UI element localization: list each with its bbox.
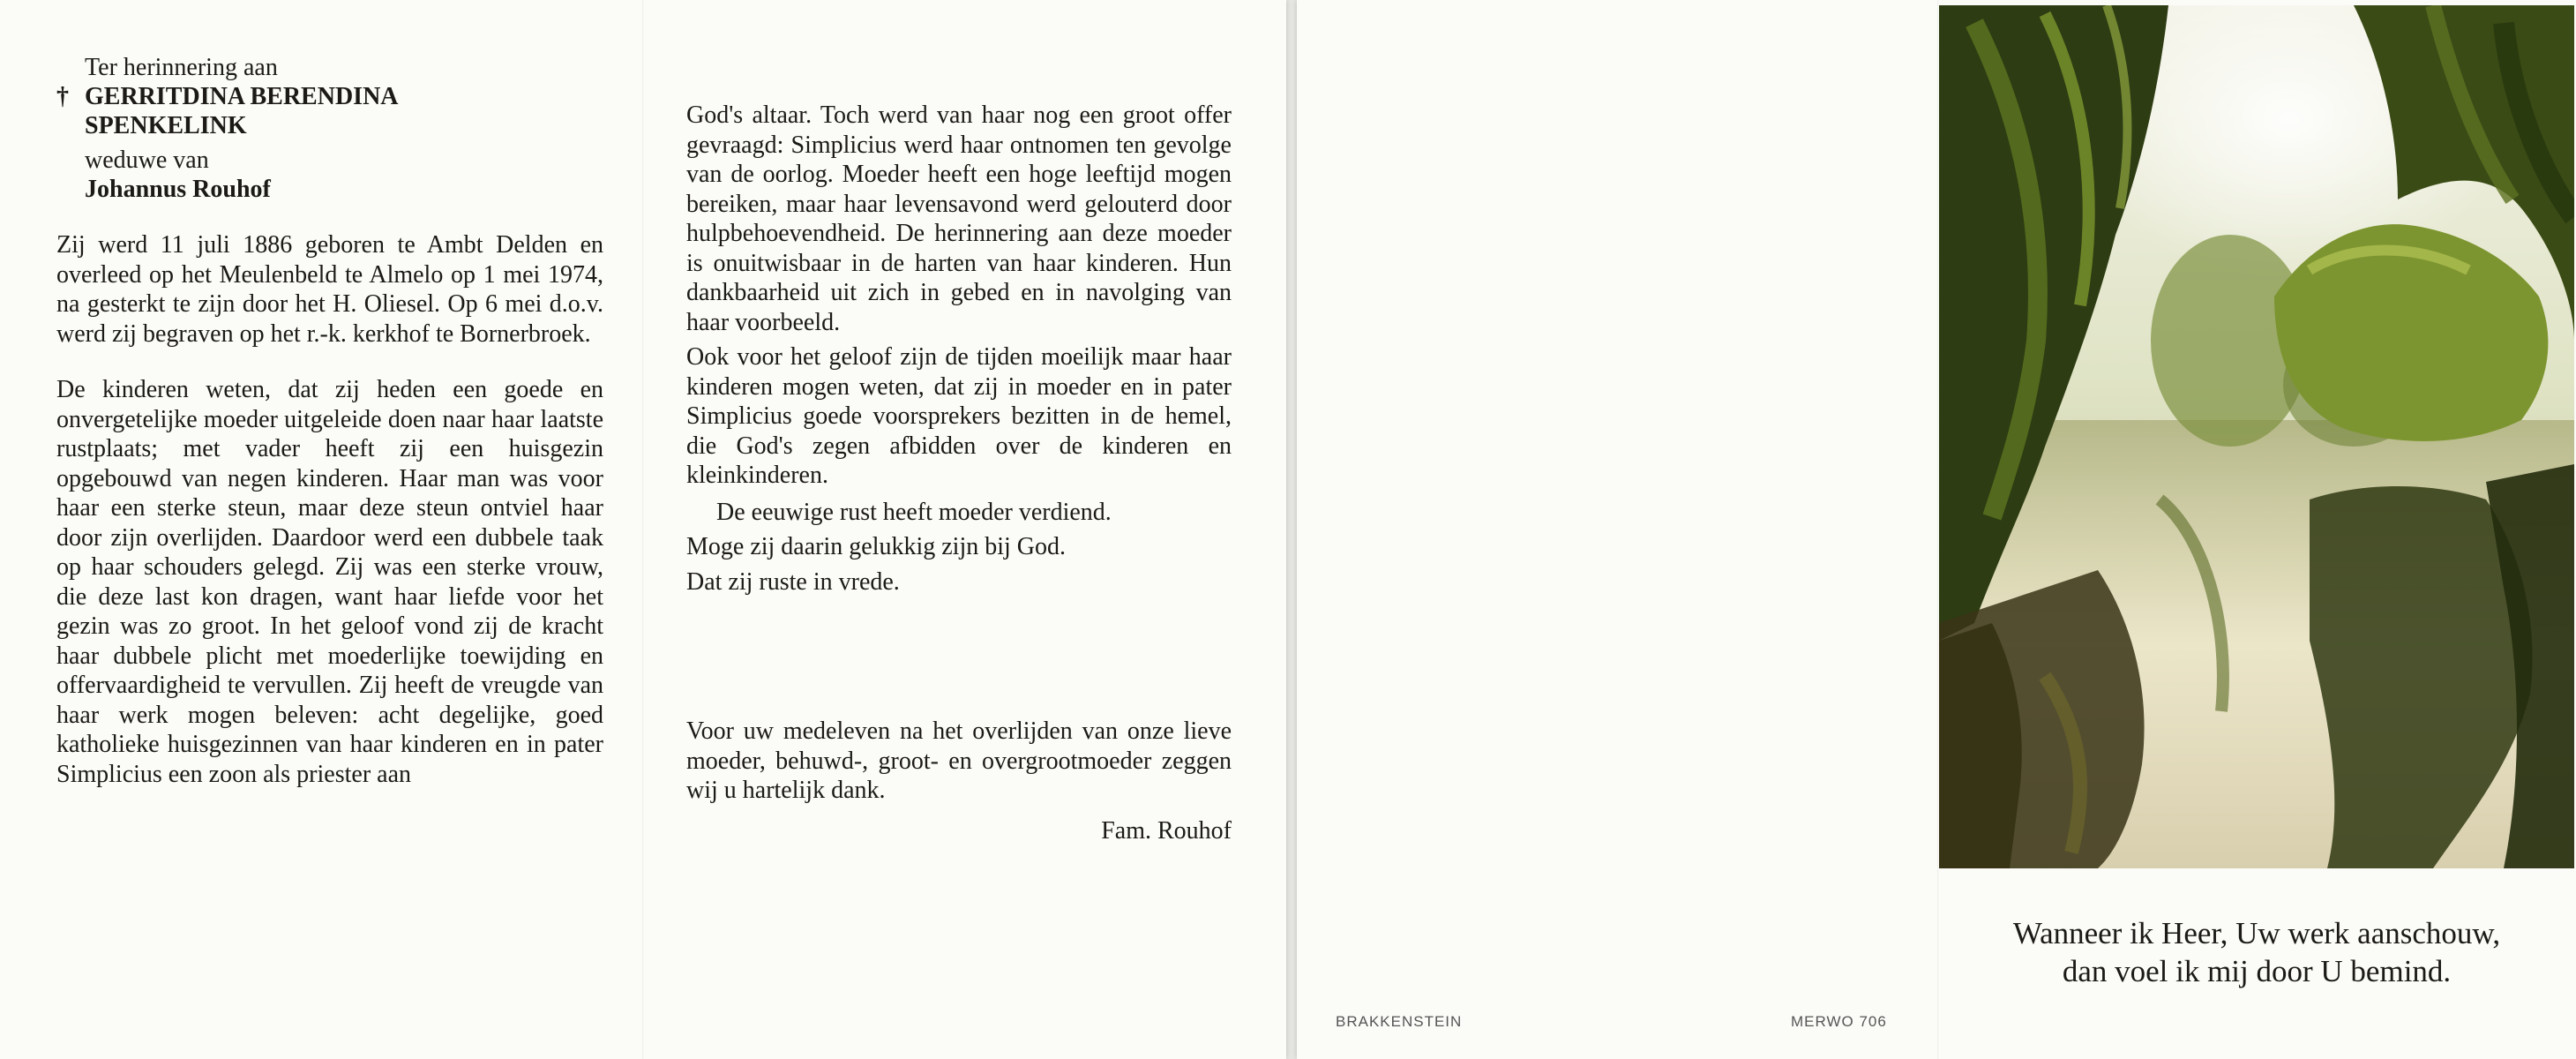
husband-name: Johannus Rouhof [85,176,271,203]
name-line-1: GERRITDINA BERENDINA [85,83,399,110]
caption-line-2: dan voel ik mij door U bemind. [2062,954,2452,988]
family-signature: Fam. Rouhof [1101,816,1232,845]
widow-of-line: weduwe van [85,146,209,174]
memorial-card-inside [0,0,1286,1059]
text-column-right [686,101,1232,845]
intro-line: Ter herinnering aan [85,54,278,81]
deceased-name [56,82,603,140]
biography-paragraph: Zij werd 11 juli 1886 geboren te Ambt Delden en overleed op het Meulenbeld te Almelo op 1 mei 1974, na gesterkt te zijn door het H. Oliesel. Op 6 mei d.o.v. werd zij begraven op het r.-k. kerkhof te Bornerbroek. [56,231,603,348]
caption-line-1: Wanneer ik Heer, Uw werk aanschouw, [2012,916,2501,950]
prayer-line-1: De eeuwige rust heeft moeder verdiend. [716,498,1112,526]
thanks-paragraph: Voor uw medeleven na het overlijden van onze lieve moeder, behuwd-, groot- en overgrootmoeder zeggen wij u hartelijk dank. [686,717,1232,804]
willow-pond-photo [1939,5,2574,868]
text-column-left [56,53,603,789]
faith-paragraph: Ook voor het geloof zijn de tijden moeilijk maar haar kinderen mogen weten, dat zij in moeder en in pater Simplicius goede voorsprekers bezitten in de hemel, die God's zegen afbidden over de kinderen en kleinkinderen. [686,343,1232,489]
tribute-paragraph: De kinderen weten, dat zij heden een goede en onvergetelijke moeder uitgeleide doen naar haar laatste rustplaats; met vader heeft zij een huisgezin opgebouwd van negen kinderen. Haar man was voor haar een sterke steun, maar deze steun ontviel haar door zijn overlijden. Daardoor werd een dubbele taak op haar schouders gelegd. Zij was een sterke vrouw, die deze last kon dragen, want haar liefde voor het gezin was zo groot. In het geloof vond zij de kracht haar dubbele plicht met moederlijke toewijding en offervaardigheid te vervullen. Zij heeft de vreugde van haar werk mogen beleven: acht degelijke, goed katholieke huisgezinnen van haar kinderen en in pater Simplicius een zoon als priester aan [56,376,603,788]
fold-line [642,0,644,1059]
product-code: MERWO 706 [1791,1013,1887,1030]
cross-icon: † [56,83,69,110]
name-line-2: SPENKELINK [85,112,247,139]
tribute-continuation: God's altaar. Toch werd van haar nog een groot offer gevraagd: Simplicius werd haar ontnomen ten gevolge van de oorlog. Moeder heeft een hoge leeftijd mogen bereiken, maar haar levensavond werd gelouterd door hulpbehoevendheid. De herinnering aan deze moeder is onuitwisbaar in de harten van haar kinderen. Hun dankbaarheid uit zich in gebed en in navolging van haar voorbeeld. [686,101,1232,336]
photo-caption [1939,914,2574,990]
printer-mark: BRAKKENSTEIN [1336,1013,1463,1030]
prayer-line-2: Moge zij daarin gelukkig zijn bij God. [686,533,1067,560]
prayer-line-3: Dat zij ruste in vrede. [686,567,900,596]
